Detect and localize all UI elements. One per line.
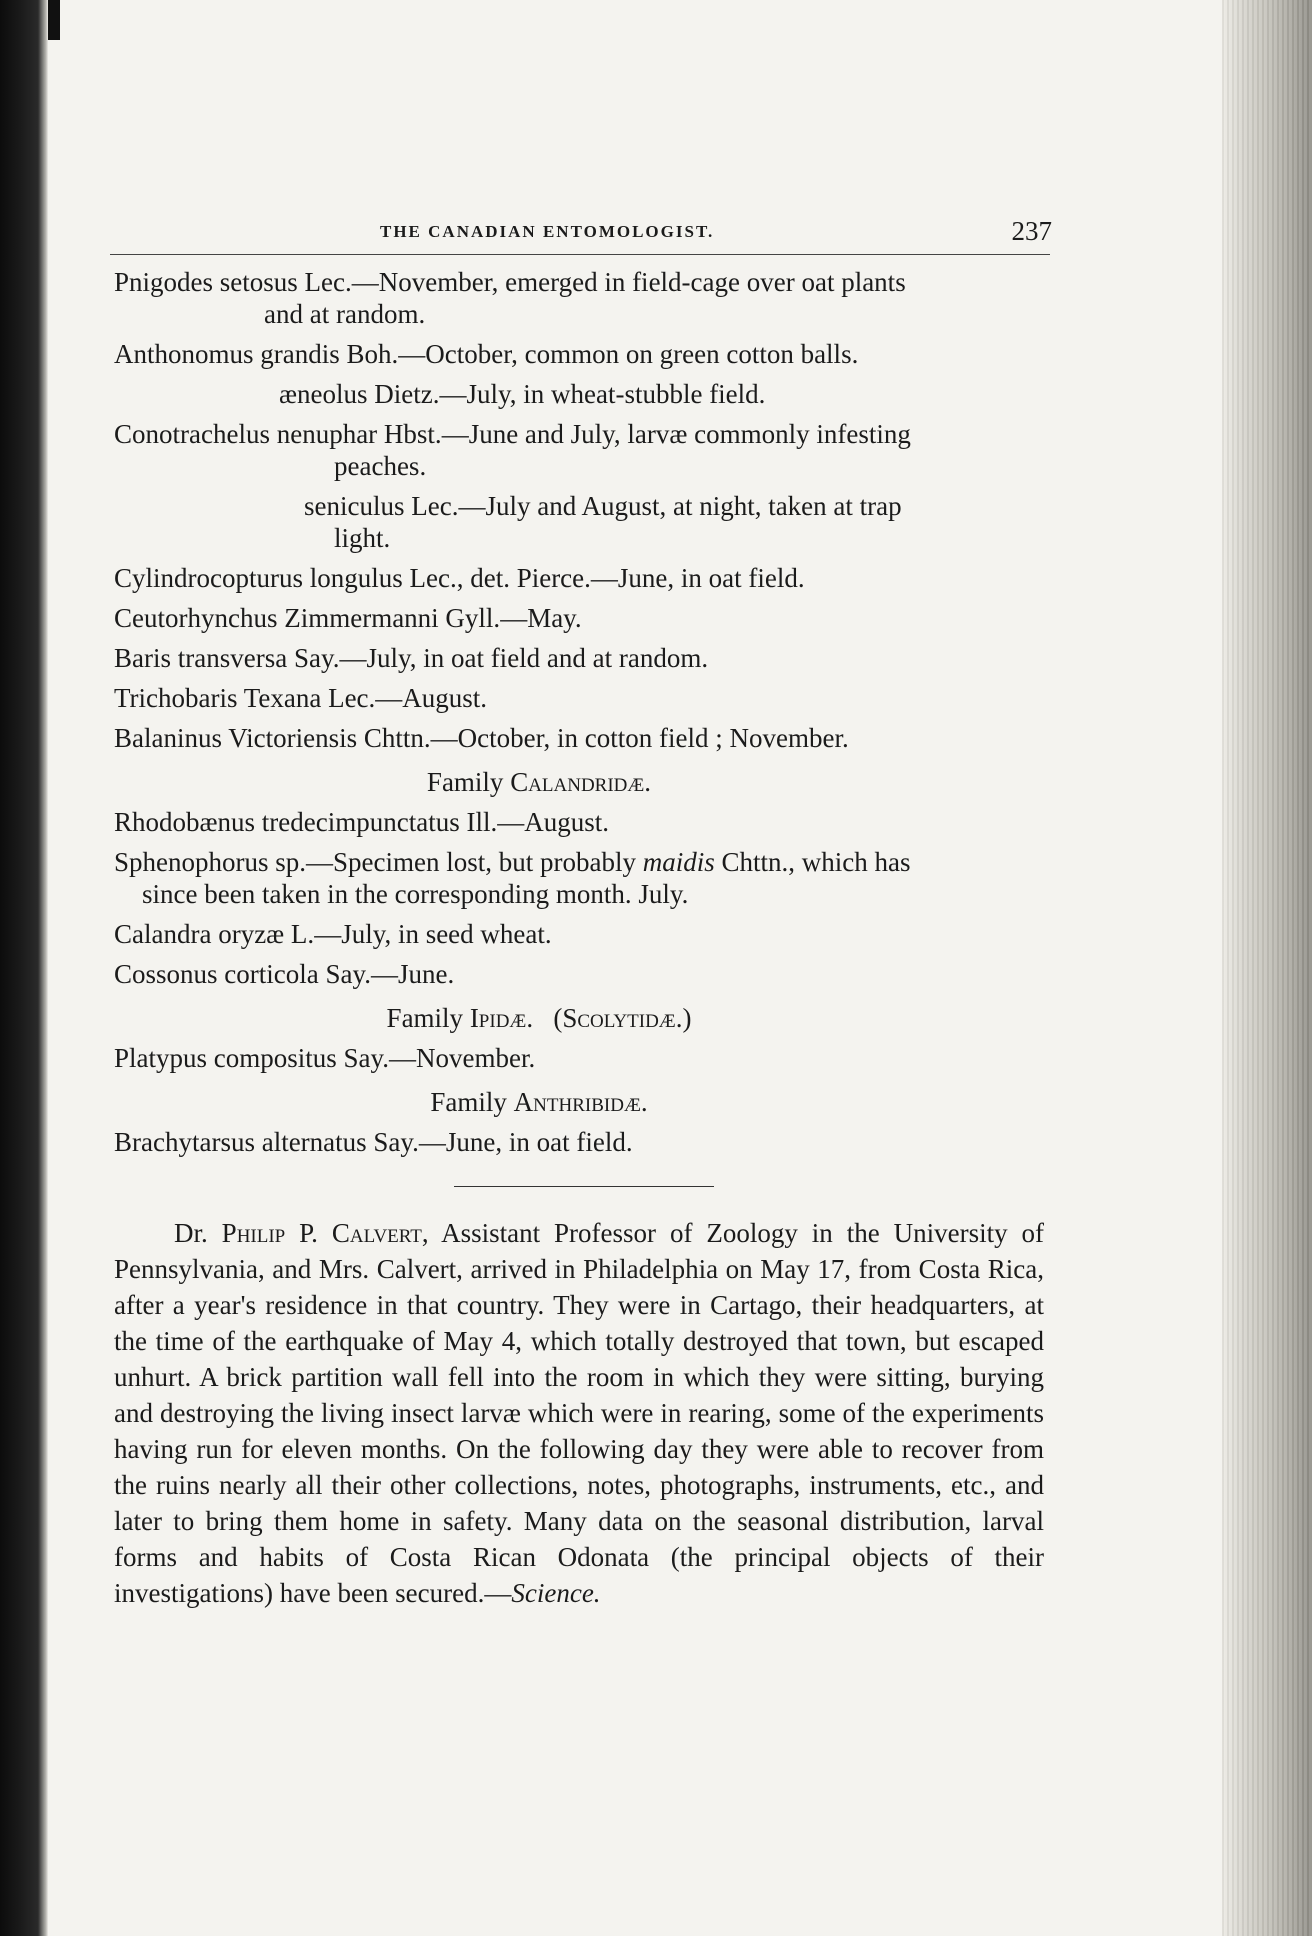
list-item bbox=[114, 642, 1054, 674]
species-note: Chttn., which has bbox=[714, 847, 911, 877]
species-name: Platypus compositus Say. bbox=[114, 1043, 390, 1073]
species-note: —October, common on green cotton balls. bbox=[398, 339, 859, 369]
species-name: Ceutorhynchus Zimmermanni Gyll. bbox=[114, 603, 501, 633]
species-note: —November, emerged in field-cage over oat plants bbox=[351, 267, 906, 297]
list-item bbox=[114, 338, 1054, 370]
species-name: Sphenophorus sp. bbox=[114, 847, 307, 877]
species-note-continued: and at random. bbox=[264, 299, 426, 329]
list-item bbox=[114, 1126, 1054, 1158]
species-name: Brachytarsus alternatus Say. bbox=[114, 1127, 419, 1157]
page-edges bbox=[1222, 0, 1312, 1936]
species-name: Baris transversa Say. bbox=[114, 643, 340, 673]
species-name: Rhodobænus tredecimpunctatus Ill. bbox=[114, 807, 498, 837]
list-item bbox=[114, 682, 1054, 714]
list-item bbox=[114, 918, 1054, 950]
list-item bbox=[114, 418, 1054, 482]
list-item bbox=[114, 266, 1054, 330]
species-name: Balaninus Victoriensis Chttn. bbox=[114, 723, 431, 753]
book-spine-shadow bbox=[0, 0, 48, 1936]
species-note: —August. bbox=[497, 807, 609, 837]
person-name: Philip P. Calvert bbox=[221, 1218, 422, 1248]
species-name: Pnigodes setosus Lec. bbox=[114, 267, 352, 297]
list-item bbox=[114, 378, 1054, 410]
list-item bbox=[114, 602, 1054, 634]
species-note: —June. bbox=[370, 959, 455, 989]
species-epithet: maidis bbox=[642, 847, 715, 877]
family-prefix: Family bbox=[430, 1087, 507, 1117]
family-name: Ipidæ. bbox=[469, 1003, 534, 1033]
family-heading bbox=[114, 1002, 1054, 1034]
species-note: —June, in oat field. bbox=[590, 563, 805, 593]
family-alt-name: (Scolytidæ.) bbox=[553, 1003, 692, 1033]
family-prefix: Family bbox=[426, 767, 504, 797]
species-note: —July, in seed wheat. bbox=[314, 919, 552, 949]
species-name: Conotrachelus nenuphar Hbst. bbox=[114, 419, 442, 449]
species-note-continued: light. bbox=[334, 523, 391, 553]
species-note: —November. bbox=[389, 1043, 536, 1073]
family-heading bbox=[114, 766, 1054, 798]
species-note-continued: peaches. bbox=[334, 451, 427, 481]
species-note: —July, in oat field and at random. bbox=[339, 643, 709, 673]
running-title: THE CANADIAN ENTOMOLOGIST. bbox=[380, 222, 715, 241]
species-name: seniculus Lec. bbox=[304, 491, 459, 521]
source-citation: Science. bbox=[511, 1578, 601, 1608]
species-name: Trichobaris Texana Lec. bbox=[114, 683, 376, 713]
list-item bbox=[114, 562, 1054, 594]
species-name: Cylindrocopturus longulus Lec., det. Pierce. bbox=[114, 563, 591, 593]
species-list bbox=[114, 266, 1054, 1638]
title-dr: Dr. bbox=[174, 1218, 208, 1248]
species-note: —July and August, at night, taken at trap bbox=[458, 491, 902, 521]
list-item bbox=[114, 806, 1054, 838]
family-prefix: Family bbox=[386, 1003, 464, 1033]
paragraph-body: , Assistant Professor of Zoology in the University of Pennsylvania, and Mrs. Calvert, arrived in Philadelphia on May 17, from Costa Rica, after a year's residence in that country. They were in Cartago, their headquarters, at the time of the earthquake of May 4, which totally destroyed that town, but escaped unhurt. A brick partition wall fell into the room in which they were sitting, burying and destroying the living insect larvæ which were in rearing, some of the experiments having run for eleven months. On the following day they were able to recover from the ruins nearly all their other collections, notes, photographs, instruments, etc., and later to bring them home in safety. Many data on the seasonal distribution, larval forms and habits of Costa Rican Odonata (the principal objects of their investigations) have been secured.— bbox=[114, 1218, 1044, 1608]
species-note: —August. bbox=[375, 683, 488, 713]
header-rule bbox=[110, 254, 1050, 255]
species-note: —July, in wheat-stubble field. bbox=[439, 379, 766, 409]
species-note: —May. bbox=[500, 603, 582, 633]
page-header bbox=[100, 216, 1060, 252]
list-item bbox=[114, 722, 1054, 754]
section-divider bbox=[454, 1186, 714, 1187]
species-note: —Specimen lost, but probably bbox=[306, 847, 643, 877]
species-name: æneolus Dietz. bbox=[279, 379, 440, 409]
list-item bbox=[114, 846, 1054, 910]
list-item bbox=[114, 958, 1054, 990]
species-note: —June, in oat field. bbox=[418, 1127, 633, 1157]
family-heading bbox=[114, 1086, 1054, 1118]
list-item bbox=[114, 1042, 1054, 1074]
species-name: Anthonomus grandis Boh. bbox=[114, 339, 399, 369]
species-name: Cossonus corticola Say. bbox=[114, 959, 371, 989]
species-name: Calandra oryzæ L. bbox=[114, 919, 315, 949]
page-number: 237 bbox=[1011, 216, 1052, 246]
family-name: Anthribidæ. bbox=[513, 1087, 648, 1117]
species-note: —June and July, larvæ commonly infesting bbox=[441, 419, 911, 449]
species-note-continued: since been taken in the corresponding month. July. bbox=[142, 879, 689, 909]
species-note: —October, in cotton field ; November. bbox=[430, 723, 849, 753]
list-item bbox=[114, 490, 1054, 554]
family-name: Calandridæ. bbox=[510, 767, 652, 797]
news-paragraph bbox=[114, 1215, 1044, 1611]
